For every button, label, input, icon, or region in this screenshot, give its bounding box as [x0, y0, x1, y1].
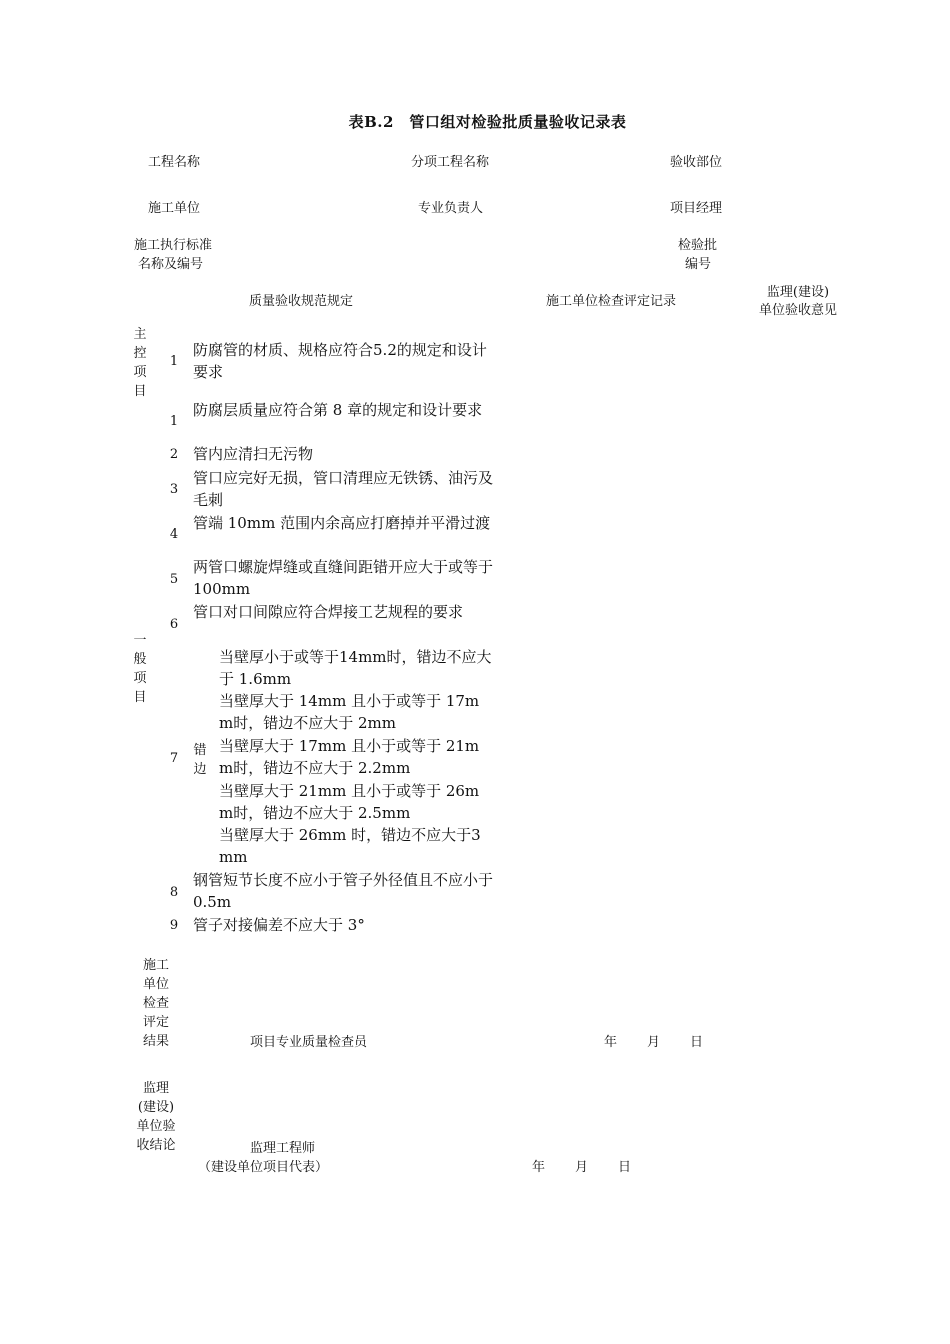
general-item-number: 8 — [169, 885, 179, 900]
general-item-number: 9 — [169, 918, 179, 933]
general-item-number: 4 — [169, 527, 179, 542]
misalignment-condition: 当壁厚大于 14mm 且小于或等于 17mm时，错边不应大于 2mm — [219, 692, 480, 732]
record-column-header: 施工单位检查评定记录 — [546, 294, 677, 309]
general-item-number: 2 — [169, 447, 179, 462]
supervision-column-header-line1: 监理(建设) — [766, 285, 830, 300]
acceptance-part-label: 验收部位 — [670, 155, 723, 170]
supervision-year-label: 年 — [532, 1160, 546, 1175]
quality-inspector-label: 项目专业质量检查员 — [250, 1035, 368, 1050]
construction-year-label: 年 — [604, 1035, 618, 1050]
general-item-text: 管口对口间隙应符合焊接工艺规程的要求 — [193, 603, 464, 621]
supervision-engineer-label: 监理工程师 — [250, 1141, 316, 1156]
construction-unit-label: 施工单位 — [148, 201, 201, 216]
general-item-text: 管子对接偏差不应大于 3° — [193, 916, 365, 934]
general-item-text: 钢管短节长度不应小于管子外径值且不应小于 0.5m — [193, 871, 494, 911]
construction-result-label: 施工单位检查评定结果 — [142, 958, 169, 1049]
supervision-month-label: 月 — [575, 1160, 589, 1175]
spec-column-header: 质量验收规范规定 — [249, 294, 354, 309]
main-item-number: 1 — [169, 354, 179, 369]
misalignment-condition: 当壁厚大于 21mm 且小于或等于 26mm时，错边不应大于 2.5mm — [219, 782, 480, 822]
owner-representative-label: （建设单位项目代表） — [198, 1160, 329, 1175]
general-item-text: 防腐层质量应符合第 8 章的规定和设计要求 — [193, 401, 483, 419]
standard-label-line2: 名称及编号 — [138, 257, 204, 272]
supervision-column-header-line2: 单位验收意见 — [758, 303, 837, 318]
professional-leader-label: 专业负责人 — [418, 201, 484, 216]
general-item-number: 6 — [169, 617, 179, 632]
general-item-number: 7 — [169, 751, 179, 766]
main-items-label: 主控项目 — [133, 327, 147, 399]
construction-day-label: 日 — [690, 1035, 704, 1050]
misalignment-label: 错边 — [193, 743, 207, 777]
general-item-text: 管口应完好无损，管口清理应无铁锈、油污及毛刺 — [193, 469, 494, 509]
general-item-number: 3 — [169, 482, 179, 497]
misalignment-condition: 当壁厚大于 26mm 时，错边不应大于3mm — [219, 826, 481, 866]
misalignment-condition: 当壁厚小于或等于14mm时，错边不应大于 1.6mm — [219, 648, 492, 688]
supervision-day-label: 日 — [618, 1160, 632, 1175]
main-item-text: 防腐管的材质、规格应符合5.2的规定和设计要求 — [193, 341, 487, 381]
misalignment-condition: 当壁厚大于 17mm 且小于或等于 21mm时，错边不应大于 2.2mm — [219, 737, 480, 777]
batch-label-line1: 检验批 — [678, 238, 718, 253]
page-title: 表B.2 管口组对检验批质量验收记录表 — [348, 113, 627, 131]
general-item-text: 管内应清扫无污物 — [193, 445, 314, 463]
batch-label-line2: 编号 — [685, 257, 712, 272]
general-item-number: 1 — [169, 414, 179, 429]
supervision-result-label: 监理(建设)单位验收结论 — [136, 1081, 176, 1153]
standard-label-line1: 施工执行标准 — [134, 238, 213, 253]
sub-project-name-label: 分项工程名称 — [411, 155, 490, 170]
project-name-label: 工程名称 — [148, 155, 201, 170]
general-item-number: 5 — [169, 572, 179, 587]
general-item-text: 管端 10mm 范围内余高应打磨掉并平滑过渡 — [193, 514, 491, 532]
general-items-label: 一般项目 — [133, 633, 147, 705]
construction-month-label: 月 — [647, 1035, 661, 1050]
project-manager-label: 项目经理 — [670, 201, 723, 216]
general-item-text: 两管口螺旋焊缝或直缝间距错开应大于或等于 100mm — [193, 558, 494, 598]
